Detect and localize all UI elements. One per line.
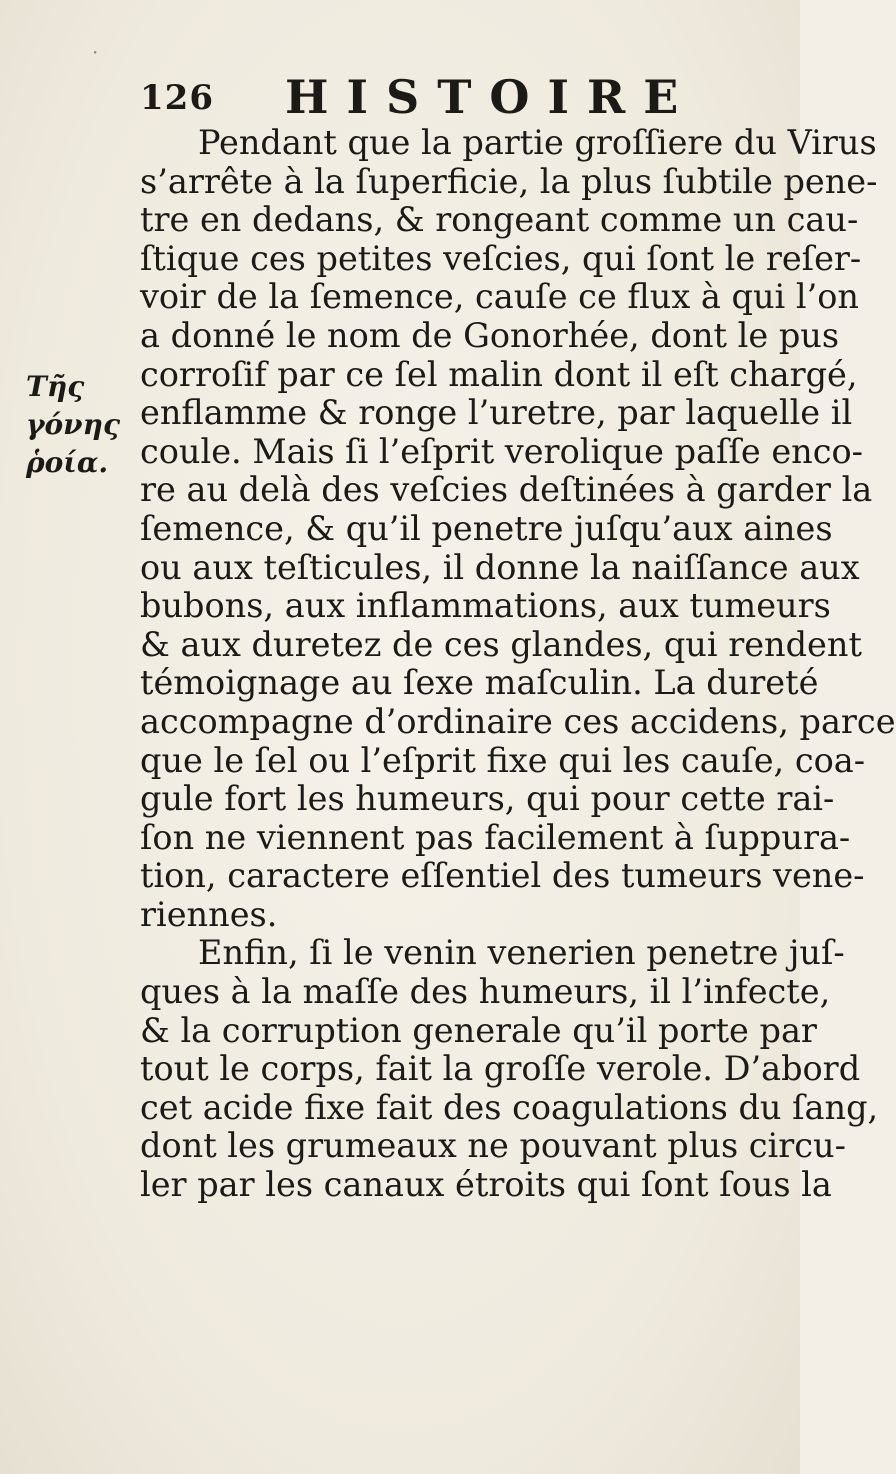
margin-note (26, 368, 126, 482)
text-line: ſemence, & qu’il penetre juſqu’aux aines (140, 508, 833, 548)
text-line: tion, caractere eſſentiel des tumeurs vene- (140, 856, 865, 896)
text-line: gule fort les humeurs, qui pour cette rai- (140, 779, 835, 819)
margin-note-line: γόνης (26, 408, 120, 441)
text-line: corroſif par ce ſel malin dont il eſt chargé, (140, 354, 858, 394)
text-line: s’arrête à la ſuperficie, la plus ſubtile pene- (140, 161, 878, 201)
text-line: ques à la maſſe des humeurs, il l’infecte, (140, 972, 831, 1012)
text-line: accompagne d’ordinaire ces accidens, parce (140, 701, 896, 741)
text-line: cet acide fixe fait des coagulations du ſang, (140, 1087, 879, 1127)
text-line: voir de la ſemence, cauſe ce flux à qui l’on (140, 277, 859, 317)
text-line: & la corruption generale qu’il porte par (140, 1010, 817, 1050)
text-line: riennes. (140, 894, 278, 934)
ink-speck: · (92, 40, 99, 64)
text-line: Enfin, ſi le venin venerien penetre juſ- (198, 933, 845, 973)
text-line: a donné le nom de Gonorhée, dont le pus (140, 315, 840, 355)
margin-note-line: ῥοία. (26, 446, 109, 479)
text-line: Pendant que la partie groſſiere du Virus (198, 123, 877, 162)
page-number: 126 (140, 78, 214, 118)
running-title: HISTOIRE (285, 70, 697, 124)
running-head (140, 70, 780, 130)
text-line: tre en dedans, & rongeant comme un cau- (140, 200, 859, 240)
text-line: ler par les canaux étroits qui ſont ſous la (140, 1165, 832, 1205)
text-line: ſtique ces petites veſcies, qui ſont le reſer- (140, 238, 862, 278)
text-line: enflamme & ronge l’uretre, par laquelle il (140, 393, 853, 433)
text-line: coule. Mais ſi l’eſprit verolique paſſe enco- (140, 431, 863, 471)
text-line: & aux duretez de ces glandes, qui rendent (140, 624, 862, 664)
text-line: bubons, aux inflammations, aux tumeurs (140, 586, 831, 626)
body-text (140, 123, 896, 1205)
text-line: dont les grumeaux ne pouvant plus circu- (140, 1126, 846, 1166)
margin-note-line: Τῆς (26, 370, 85, 403)
text-line: re au delà des veſcies deſtinées à garder la (140, 470, 873, 510)
text-line: témoignage au ſexe maſculin. La dureté (140, 663, 819, 703)
text-line: ſon ne viennent pas facilement à ſuppura- (140, 817, 851, 857)
text-line: tout le corps, fait la groſſe verole. D’abord (140, 1049, 861, 1089)
text-line: ou aux teſticules, il donne la naiſſance aux (140, 547, 860, 587)
text-line: que le ſel ou l’eſprit fixe qui les cauſe, coa- (140, 740, 866, 780)
